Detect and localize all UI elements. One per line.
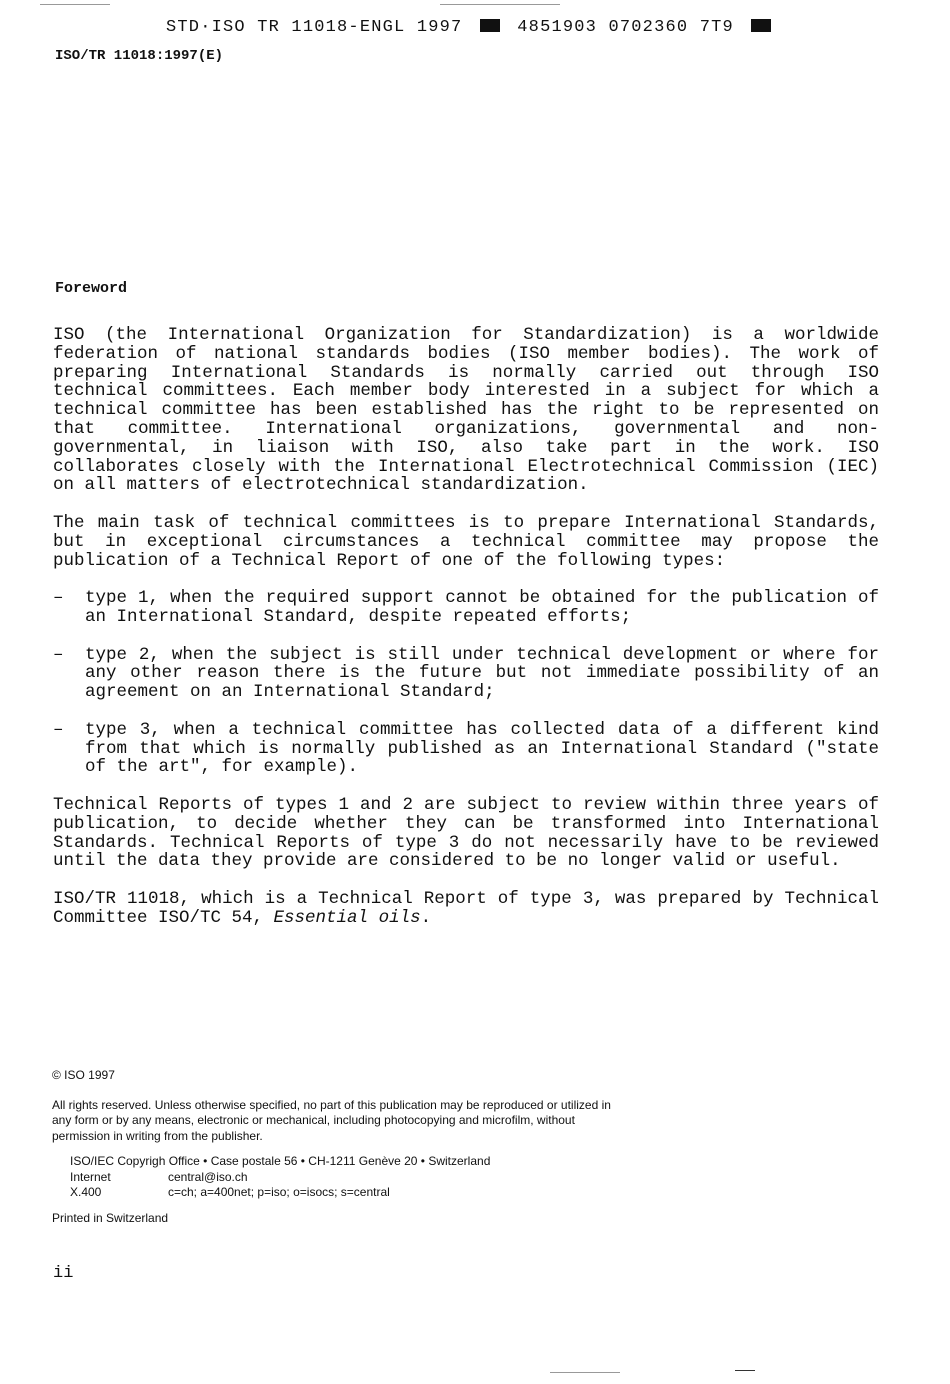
dash-marker: – — [53, 719, 64, 740]
scan-code-right: 4851903 0702360 7T9 — [517, 18, 734, 37]
document-id: ISO/TR 11018:1997(E) — [55, 48, 224, 64]
scan-header-code — [166, 18, 777, 37]
list-item — [53, 721, 879, 777]
x400-row — [70, 1185, 612, 1201]
copyright-notice — [52, 1068, 612, 1226]
internet-value: central@iso.ch — [168, 1169, 248, 1184]
list-item — [53, 589, 879, 627]
scan-speck — [40, 4, 110, 5]
dash-marker: – — [53, 588, 64, 609]
copyright-line: © ISO 1997 — [52, 1068, 115, 1082]
printed-in: Printed in Switzerland — [52, 1210, 169, 1225]
black-block-icon — [480, 19, 500, 32]
foreword-heading: Foreword — [55, 280, 128, 297]
paragraph-prepared-by — [53, 890, 879, 928]
scan-code-left: STD·ISO TR 11018-ENGL 1997 — [166, 18, 463, 37]
internet-label: Internet — [70, 1169, 111, 1184]
scan-speck — [440, 4, 560, 5]
list-item-text: type 1, when the required support cannot be obtained for the publication of an International Standard, despite repeated efforts; — [85, 588, 879, 627]
rights-statement: All rights reserved. Unless otherwise specified, no part of this publication may be reproduced or utilized in any form or by any means, electronic or mechanical, including photocopying and microfilm, without permission in writing from the publisher. — [52, 1097, 611, 1143]
list-item-text: type 3, when a technical committee has collected data of a different kind from that which is normally published as an International Standard ("state of the art", for example). — [85, 719, 879, 778]
paragraph-iso-intro: ISO (the International Organization for Standardization) is a worldwide federation of national standards bodies (ISO member bodies). The work of preparing International Standards is normally carried out through ISO technical committees. Each member body interested in a subject for which a technical committee has been established has the right to be represented on that committee. International organizations, governmental and non-governmental, in liaison with ISO, also take part in the work. ISO collaborates closely with the International Electrotechnical Commission (IEC) on all matters of electrotechnical standardization. — [53, 325, 879, 496]
foreword-body — [53, 326, 879, 946]
page-number: ii — [53, 1264, 74, 1283]
list-item — [53, 646, 879, 702]
dash-marker: – — [53, 644, 64, 665]
scan-speck — [550, 1372, 620, 1373]
contact-block — [70, 1154, 612, 1201]
internet-row — [70, 1170, 612, 1186]
sentence-end: . — [420, 907, 432, 928]
black-block-icon — [751, 19, 771, 32]
scan-speck — [735, 1370, 755, 1371]
committee-subject: Essential oils — [273, 907, 421, 928]
x400-value: c=ch; a=400net; p=iso; o=isocs; s=central — [168, 1185, 390, 1199]
x400-label: X.400 — [70, 1185, 102, 1199]
paragraph-main-task: The main task of technical committees is to prepare International Standards, but in exceptional circumstances a technical committee may propose the publication of a Technical Report of one of the following types: — [53, 512, 879, 571]
prepared-by-text: ISO/TR 11018, which is a Technical Report of type 3, was prepared by Technical Committee ISO/TC 54, — [53, 888, 879, 928]
report-types-list — [53, 589, 879, 777]
paragraph-review: Technical Reports of types 1 and 2 are subject to review within three years of publication, to decide whether they can be transformed into International Standards. Technical Reports of type 3 do not necessarily have to be reviewed until the data they provide are considered to be no longer valid or useful. — [53, 794, 879, 872]
office-address: ISO/IEC Copyrigh Office • Case postale 56 • CH-1211 Genève 20 • Switzerland — [70, 1154, 491, 1168]
list-item-text: type 2, when the subject is still under technical development or where for any other reason there is the future but not immediate possibility of an agreement on an International Standard; — [85, 644, 879, 703]
